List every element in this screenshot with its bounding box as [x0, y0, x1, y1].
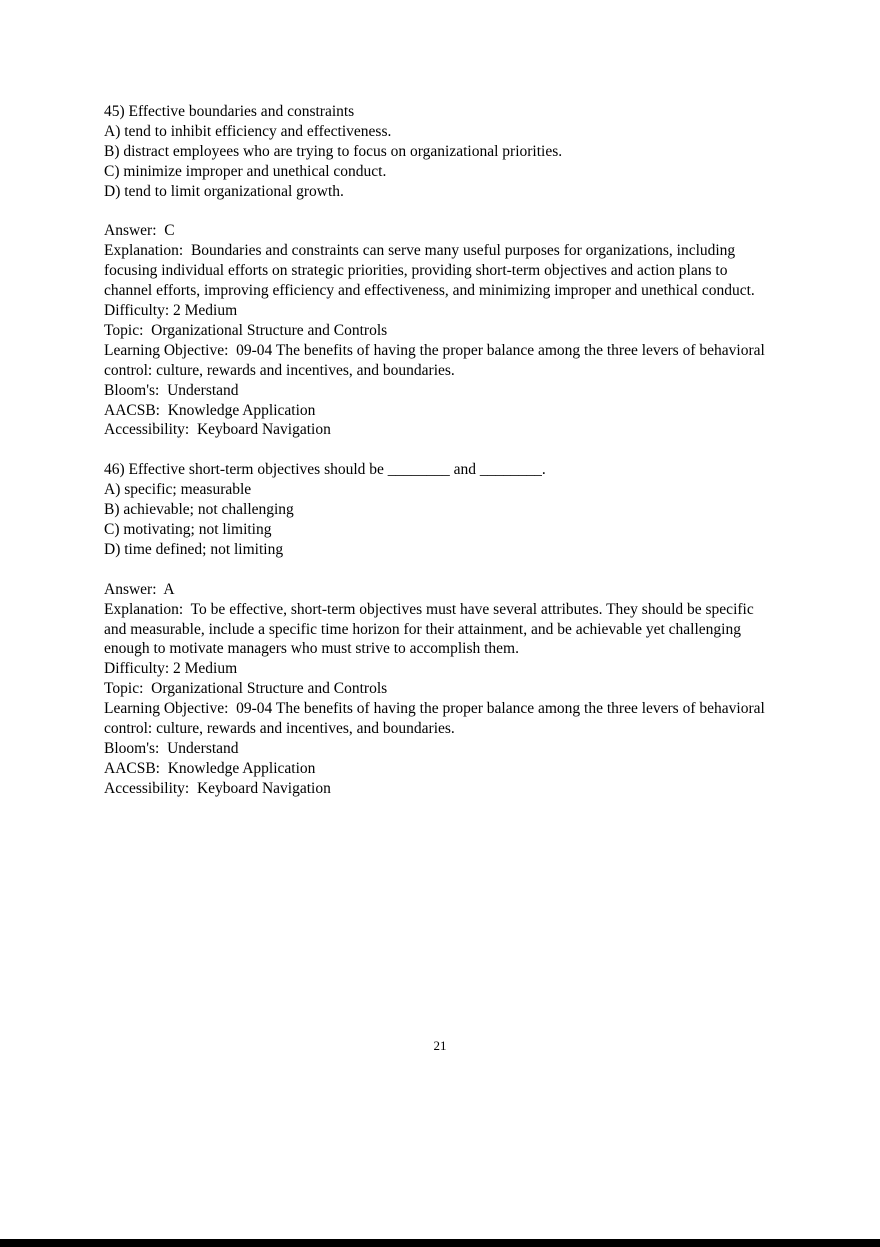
footer-bar [0, 1239, 880, 1247]
difficulty-line: Difficulty: 2 Medium [104, 660, 238, 678]
question-46-block [104, 460, 776, 798]
choice-a: A) tend to inhibit efficiency and effectiveness. [104, 122, 392, 140]
topic-line: Topic: Organizational Structure and Controls [104, 680, 388, 698]
choice-c: C) motivating; not limiting [104, 521, 272, 538]
blooms-line: Bloom's: Understand [104, 739, 239, 757]
question-stem: 45) Effective boundaries and constraints [104, 103, 355, 120]
choice-d: D) time defined; not limiting [104, 540, 284, 558]
learning-objective-line: Learning Objective: 09-04 The benefits of having the proper balance among the three levers of behavioral control: culture, rewards and incentives, and boundaries. [104, 341, 769, 379]
blooms-line: Bloom's: Understand [104, 381, 239, 399]
difficulty-line: Difficulty: 2 Medium [104, 302, 238, 320]
explanation-paragraph: Explanation: To be effective, short-term objectives must have several attributes. They should be specific and measurable, include a specific time horizon for their attainment, and be achievable yet challenging enough to motivate managers who must strive to accomplish them. [104, 600, 758, 658]
blank-line [104, 440, 776, 460]
choice-c: C) minimize improper and unethical conduct. [104, 162, 387, 180]
choice-a: A) specific; measurable [104, 481, 252, 499]
choice-d: D) tend to limit organizational growth. [104, 182, 344, 200]
question-stem: 46) Effective short-term objectives should be ________ and ________. [104, 461, 546, 479]
choice-b: B) achievable; not challenging [104, 501, 294, 519]
choice-b: B) distract employees who are trying to focus on organizational priorities. [104, 142, 563, 160]
page-number: 21 [433, 1038, 447, 1053]
accessibility-line: Accessibility: Keyboard Navigation [104, 421, 331, 439]
learning-objective-line: Learning Objective: 09-04 The benefits of having the proper balance among the three levers of behavioral control: culture, rewards and incentives, and boundaries. [104, 700, 769, 738]
answer-line: Answer: C [104, 222, 175, 240]
topic-line: Topic: Organizational Structure and Controls [104, 321, 388, 339]
accessibility-line: Accessibility: Keyboard Navigation [104, 779, 331, 797]
explanation-paragraph: Explanation: Boundaries and constraints can serve many useful purposes for organizations, including focusing individual efforts on strategic priorities, providing short-term objectives and action plans to channel efforts, improving efficiency and effectiveness, and minimizing improper and unethical conduct. [104, 242, 755, 300]
answer-line: Answer: A [104, 580, 175, 598]
aacsb-line: AACSB: Knowledge Application [104, 401, 316, 419]
blank-line [104, 560, 776, 580]
question-45-block [104, 102, 776, 440]
aacsb-line: AACSB: Knowledge Application [104, 759, 316, 777]
blank-line [104, 202, 776, 222]
